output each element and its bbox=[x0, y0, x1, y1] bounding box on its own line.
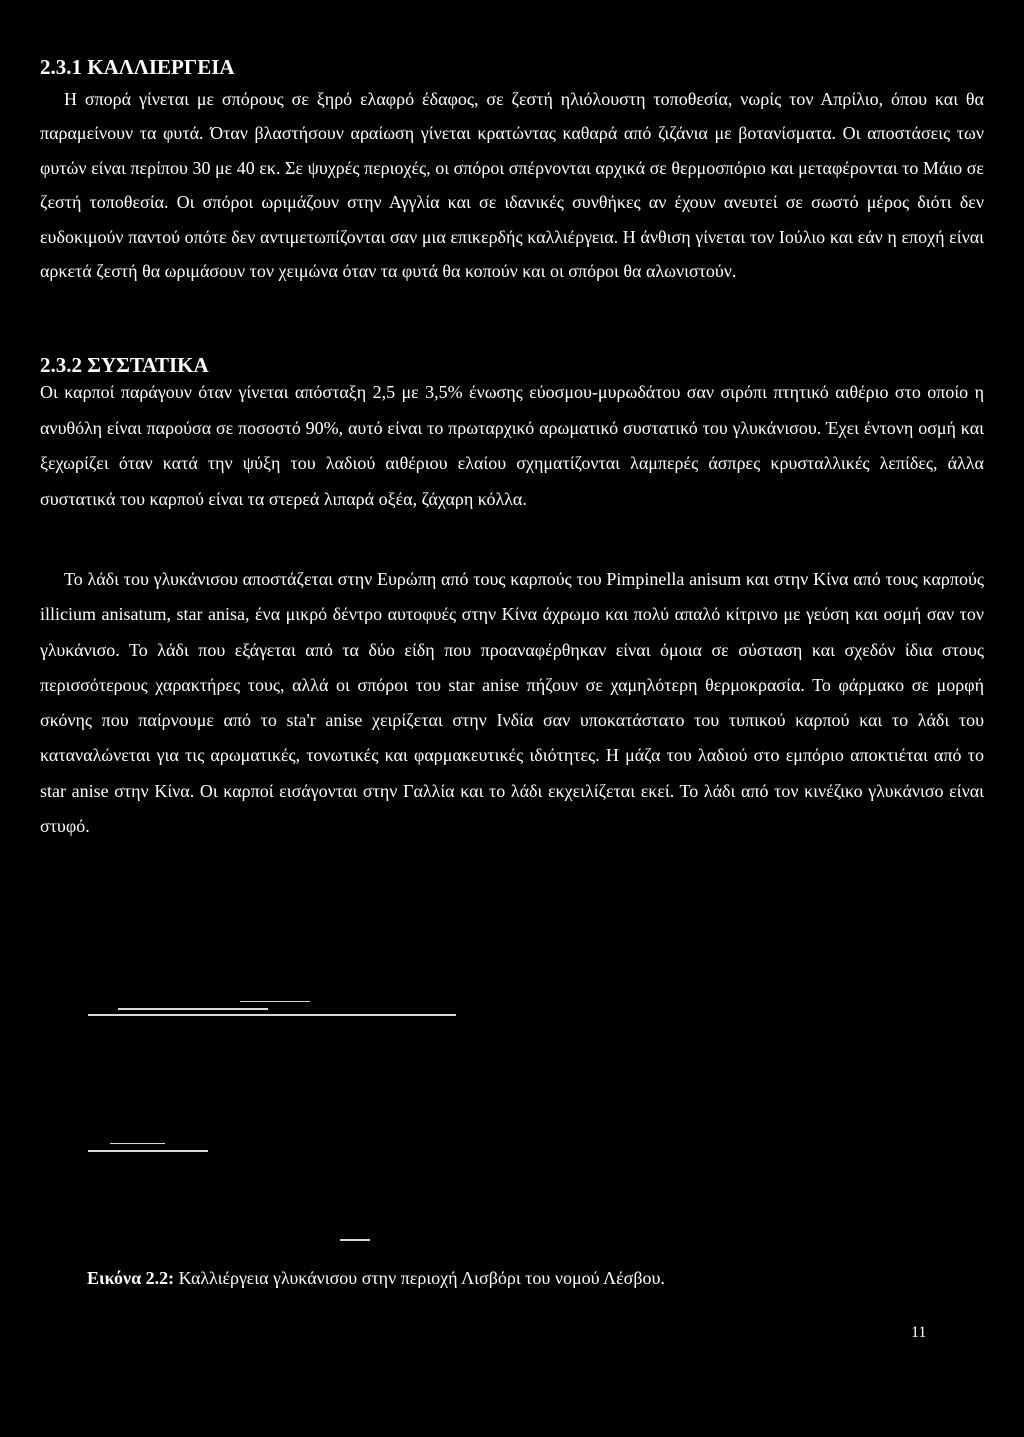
figure-artifact-line-3 bbox=[240, 1001, 310, 1002]
figure-caption bbox=[87, 1268, 665, 1289]
figure-artifact-line-2 bbox=[118, 1008, 268, 1010]
figure-caption-text: Καλλιέργεια γλυκάνισου στην περιοχή Λισβόρι του νομού Λέσβου. bbox=[174, 1268, 665, 1288]
figure-artifact-line-1 bbox=[88, 1014, 456, 1016]
figure-artifact-line-6 bbox=[340, 1239, 370, 1241]
components-paragraph-2: Το λάδι του γλυκάνισου αποστάζεται στην Ευρώπη από τους καρπούς του Pimpinella anisum και στην Κίνα από τους καρπούς illicium anisatum, star anisa, ένα μικρό δέντρο αυτοφυές στην Κίνα άχρωμο και πολύ απαλό κίτρινο με γεύση και οσμή σαν τον γλυκάνισο. Το λάδι που εξάγεται από τα δύο είδη που προαναφέρθηκαν είναι όμοια σε σύσταση και σχεδόν ίδια στους περισσότερους χαρακτήρες τους, αλλά οι σπόροι του star anise πήζουν σε χαμηλότερη θερμοκρασία. Το φάρμακο σε μορφή σκόνης που παίρνουμε από το sta'r anise χειρίζεται στην Ινδία σαν υποκατάστατο του τυπικού καρπού και το λάδι του καταναλώνεται για τις αρωματικές, τονωτικές και φαρμακευτικές ιδιότητες. Η μάζα του λαδιού στο εμπόριο αποκτιέται από το star anise στην Κίνα. Οι καρποί εισάγονται στην Γαλλία και το λάδι εκχειλίζεται εκεί. Το λάδι από τον κινέζικο γλυκάνισο είναι στυφό. bbox=[40, 569, 984, 837]
section-heading-components: 2.3.2 ΣΥΣΤΑΤΙΚΑ bbox=[40, 353, 209, 377]
figure-artifact-line-5 bbox=[110, 1143, 165, 1144]
figure-artifact-line-4 bbox=[88, 1150, 208, 1152]
cultivation-paragraph: Η σπορά γίνεται με σπόρους σε ξηρό ελαφρό έδαφος, σε ζεστή ηλιόλουστη τοποθεσία, νωρίς τον Απρίλιο, όπου και θα παραμείνουν τα φυτά. Όταν βλαστήσουν αραίωση γίνεται κρατώντας καθαρά από ζιζάνια με βοτανίσματα. Οι αποστάσεις των φυτών είναι περίπου 30 με 40 εκ. Σε ψυχρές περιοχές, οι σπόροι σπέρνονται αρχικά σε θερμοσπόριο και μεταφέρονται το Μάιο σε ζεστή τοποθεσία. Οι σπόροι ωριμάζουν στην Αγγλία και σε ιδανικές συνθήκες αν έχουν ανευτεί σε σωστό μέρος διότι δεν ευδοκιμούν παντού οπότε δεν αντιμετωπίζονται σαν μια επικερδής καλλιέργεια. Η άνθιση γίνεται τον Ιούλιο και εάν η εποχή είναι αρκετά ζεστή θα ωριμάσουν τον χειμώνα όταν τα φυτά θα κοπούν και οι σπόροι θα αλωνιστούν. bbox=[40, 89, 984, 282]
components-paragraph-1: Οι καρποί παράγουν όταν γίνεται απόσταξη 2,5 με 3,5% ένωσης εύοσμου-μυρωδάτου σαν σιρόπι πτητικό αιθέριο στο οποίο η ανυθόλη είναι παρούσα σε ποσοστό 90%, αυτό είναι το πρωταρχικό αρωματικό συστατικό του γλυκάνισου. Έχει έντονη οσμή και ξεχωρίζει όταν κατά την ψύξη του λαδιού αιθέριου ελαίου σχηματίζονται λαμπερές άσπρες κρυσταλλικές λεπίδες, άλλα συστατικά του καρπού είναι τα στερεά λιπαρά οξέα, ζάχαρη κόλλα. bbox=[40, 382, 984, 509]
section-heading-cultivation: 2.3.1 ΚΑΛΛΙΕΡΓΕΙΑ bbox=[40, 55, 235, 79]
page-number: 11 bbox=[911, 1324, 927, 1341]
figure-caption-label: Εικόνα 2.2: bbox=[87, 1268, 175, 1288]
